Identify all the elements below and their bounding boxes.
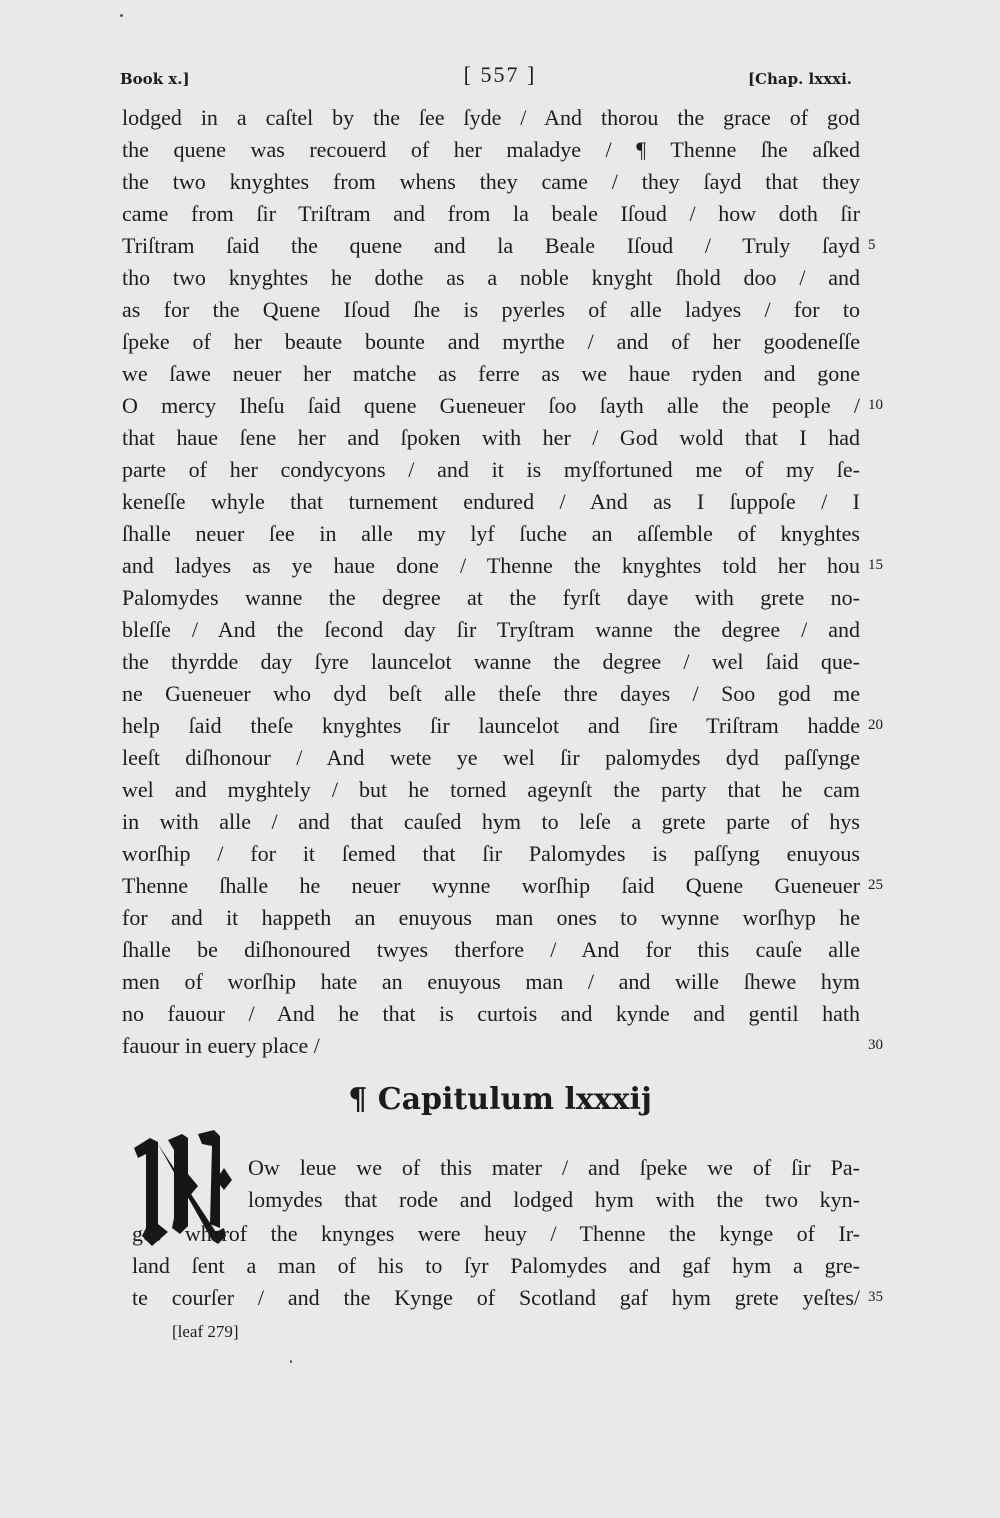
text-line: wel and myghtely / but he torned ageynſt the party that he cam [122,777,860,802]
book-label: Book x.] [120,70,190,88]
text-line: in with alle / and that cauſed hym to leſe a grete parte of hys [122,809,860,834]
text-line: the two knyghtes from whens they came / they ſayd that they [122,169,860,194]
text-line: that haue ſene her and ſpoken with her / God wold that I had [122,425,860,450]
text-line: leeſt diſhonour / And wete ye wel ſir palomydes dyd paſſynge [122,745,860,770]
text-line: and ladyes as ye haue done / Thenne the knyghtes told her hou [122,553,860,578]
text-line: the quene was recouerd of her maladye / ¶ Thenne ſhe aſked [122,137,860,162]
text-line: no fauour / And he that is curtois and kynde and gentil hath [122,1001,860,1026]
chapter-label: [Chap. lxxxi. [747,70,852,88]
text-line: ſhalle neuer ſee in alle my lyf ſuche an aſſemble of knyghtes [122,521,860,546]
chapter-text-line: land ſent a man of his to ſyr Palomydes and gaf hym a gre- [132,1253,860,1278]
text-line: O mercy Iheſu ſaid quene Gueneuer ſoo ſayth alle the people / [122,393,860,418]
text-line: bleſſe / And the ſecond day ſir Tryſtram wanne the degree / and [122,617,860,642]
running-header [0,62,1000,92]
text-line: lodged in a caſtel by the ſee ſyde / And thorou the grace of god [122,105,860,130]
line-number: 10 [868,397,883,413]
text-line: parte of her condycyons / and it is myſfortuned me of my ſe- [122,457,860,482]
text-line: ſhalle be diſhonoured twyes therfore / And for this cauſe alle [122,937,860,962]
text-line: as for the Quene Iſoud ſhe is pyerles of alle ladyes / for to [122,297,860,322]
chapter-text-line: Ow leue we of this mater / and ſpeke we of ſir Pa- [248,1155,860,1180]
text-line: Palomydes wanne the degree at the fyrſt daye with grete no- [122,585,860,610]
text-line: Thenne ſhalle he neuer wynne worſhip ſaid Quene Gueneuer [122,873,860,898]
leaf-signature: [leaf 279] [172,1322,239,1341]
paper-speck [290,1360,292,1363]
text-line: came from ſir Triſtram and from la beale Iſoud / how doth ſir [122,201,860,226]
chapter-text-line: lomydes that rode and lodged hym with the two kyn- [248,1187,860,1212]
text-line: keneſſe whyle that turnement endured / And as I ſuppoſe / I [122,489,860,514]
paper-speck [120,14,123,17]
text-line: tho two knyghtes he dothe as a noble knyght ſhold doo / and [122,265,860,290]
text-line: men of worſhip hate an enuyous man / and wille ſhewe hym [122,969,860,994]
text-line: ne Gueneuer who dyd beſt alle theſe thre dayes / Soo god me [122,681,860,706]
line-number: 30 [868,1037,883,1053]
text-line: Triſtram ſaid the quene and la Beale Iſoud / Truly ſayd [122,233,860,258]
text-line: ſpeke of her beaute bounte and myrthe / and of her goodeneſſe [122,329,860,354]
line-number: 25 [868,877,883,893]
line-number: 15 [868,557,883,573]
text-line: for and it happeth an enuyous man ones to wynne worſhyp he [122,905,860,930]
text-line: the thyrdde day ſyre launcelot wanne the degree / wel ſaid que- [122,649,860,674]
text-line: we ſawe neuer her matche as ferre as we haue ryden and gone [122,361,860,386]
text-line: worſhip / for it ſemed that ſir Palomydes is paſſyng enuyous [122,841,860,866]
line-number: 35 [868,1289,883,1305]
text-line: fauour in euery place / [122,1033,320,1058]
chapter-text-line: te courſer / and the Kynge of Scotland gaf hym grete yeſtes/ [132,1285,860,1310]
page-number: [ 557 ] [463,62,537,87]
chapter-text-line: ges wherof the knynges were heuy / Thenne the kynge of Ir- [132,1221,860,1246]
text-line: help ſaid theſe knyghtes ſir launcelot and ſire Triſtram hadde [122,713,860,738]
line-number: 20 [868,717,883,733]
chapter-heading: ¶ Capitulum lxxxij [348,1082,652,1117]
line-number: 5 [868,237,876,253]
